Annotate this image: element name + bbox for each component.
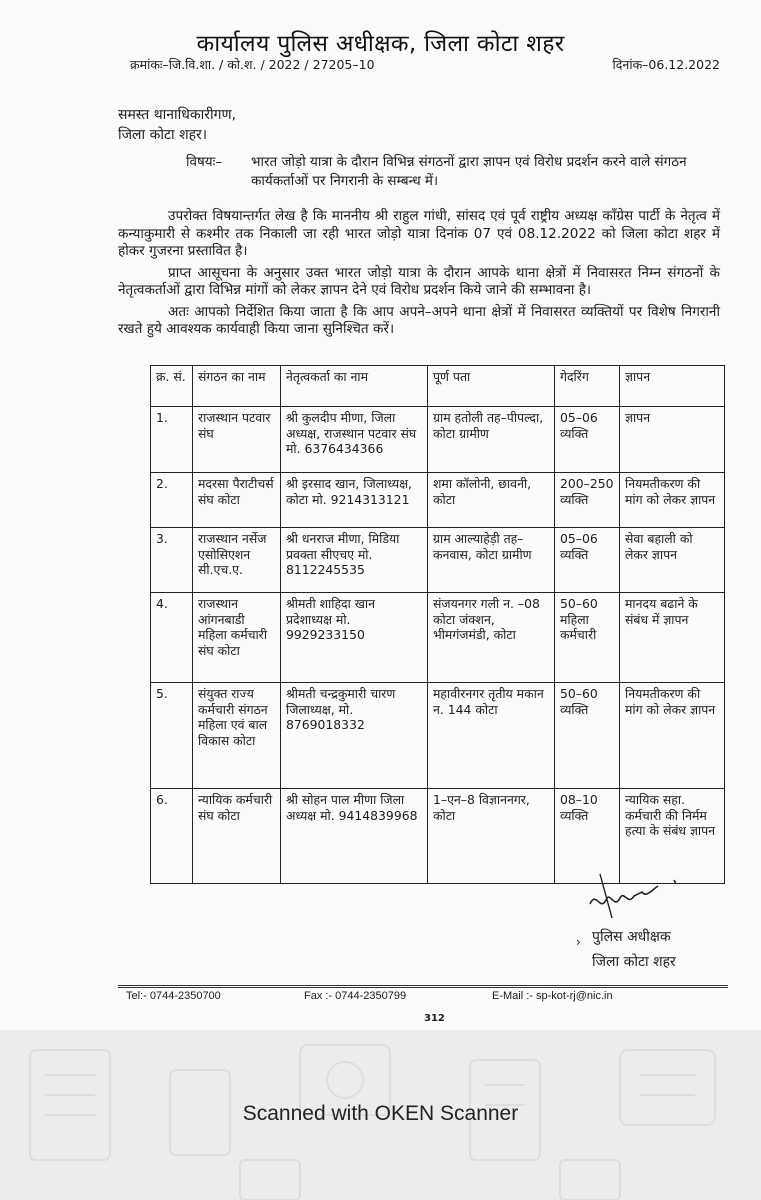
cell-serial: 6. xyxy=(151,789,193,884)
addressee-line: समस्त थानाधिकारीगण, xyxy=(118,107,237,123)
cell-organization: संयुक्त राज्य कर्मचारी संगठन महिला एवं बाल विकास कोटा xyxy=(193,683,281,789)
cell-memo: नियमतीकरण की मांग को लेकर ज्ञापन xyxy=(620,473,725,528)
paragraph: उपरोक्त विषयान्तर्गत लेख है कि माननीय श्री राहुल गांधी, सांसद एवं पूर्व राष्ट्रीय अध्यक्ष कॉंग्रेस पार्टी के नेतृत्व में कन्याकुमारी से कश्मीर तक निकाली जा रही भारत जोड़ो यात्रा दिनांक 07 एवं 08.12.2022 को जिला कोटा शहर में होकर गुजरना प्रस्तावित है। xyxy=(118,208,720,259)
column-header: संगठन का नाम xyxy=(193,366,281,407)
signatory-designation: पुलिस अधीक्षक xyxy=(592,929,671,945)
cell-leader: श्री सोहन पाल मीणा जिला अध्यक्ष मो. 9414839968 xyxy=(281,789,428,884)
cell-leader: श्रीमती चन्द्रकुमारी चारण जिलाध्यक्ष, मो. 8769018332 xyxy=(281,683,428,789)
signatory-district: जिला कोटा शहर xyxy=(592,954,676,970)
cell-memo: न्यायिक सहा. कर्मचारी की निर्मम हत्या के संबंध ज्ञापन xyxy=(620,789,725,884)
signature-block xyxy=(592,925,676,975)
cell-serial: 2. xyxy=(151,473,193,528)
signature-scribble xyxy=(582,872,692,922)
table-row xyxy=(151,789,725,884)
cell-serial: 5. xyxy=(151,683,193,789)
addressee xyxy=(118,105,236,145)
table-header-row xyxy=(151,366,725,407)
footer-fax: Fax :- 0744-2350799 xyxy=(304,990,407,1002)
cell-organization: राजस्थान पटवार संघ xyxy=(193,407,281,473)
footer-email: E-Mail :- sp-kot-rj@nic.in xyxy=(492,990,613,1002)
paragraph: प्राप्त आसूचना के अनुसार उक्त भारत जोड़ो यात्रा के दौरान आपके थाना क्षेत्रों में निवासरत निम्न संगठनों के नेतृत्वकर्ताओं द्वारा विभिन्न मांगों को लेकर ज्ञापन देने एवं विरोध प्रदर्शन किये जाने की सम्भावना है। xyxy=(118,264,720,298)
subject-text: भारत जोड़ो यात्रा के दौरान विभिन्न संगठनों द्वारा ज्ञापन एवं विरोध प्रदर्शन करने वाले संगठन कार्यकर्ताओं पर निगरानी के सम्बन्ध में। xyxy=(251,154,687,189)
column-header: क्र. सं. xyxy=(151,366,193,407)
table-row xyxy=(151,473,725,528)
cell-leader: श्री इरसाद खान, जिलाध्यक्ष, कोटा मो. 9214313121 xyxy=(281,473,428,528)
column-header: नेतृत्वकर्ता का नाम xyxy=(281,366,428,407)
cell-leader: श्री धनराज मीणा, मिडिया प्रवक्ता सीएचए मो. 8112245535 xyxy=(281,528,428,593)
cell-gathering: 50–60 व्यक्ति xyxy=(555,683,620,789)
reference-number: क्रमांकः–जि.वि.शा. / को.श. / 2022 / 27205–10 xyxy=(130,57,375,72)
cell-leader: श्री कुलदीप मीणा, जिला अध्यक्ष, राजस्थान पटवार संघ मो. 6376434366 xyxy=(281,407,428,473)
footer-telephone: Tel:- 0744-2350700 xyxy=(126,990,221,1002)
paragraph: अतः आपको निर्देशित किया जाता है कि आप अपने–अपने थाना क्षेत्रों में निवासरत व्यक्तियों पर विशेष निगरानी रखते हुये आवश्यक कार्यवाही किया जाना सुनिश्चित करें। xyxy=(118,303,720,337)
cell-address: संजयनगर गली न. –08 कोटा जंक्शन, भीमगंजमंडी, कोटा xyxy=(428,593,555,683)
cell-memo: मानदय बढाने के संबंध में ज्ञापन xyxy=(620,593,725,683)
cell-organization: न्यायिक कर्मचारी संघ कोटा xyxy=(193,789,281,884)
subject-label: विषयः– xyxy=(186,154,223,170)
cell-gathering: 05–06 व्यक्ति xyxy=(555,407,620,473)
column-header: ज्ञापन xyxy=(620,366,725,407)
cell-gathering: 08–10 व्यक्ति xyxy=(555,789,620,884)
table-row xyxy=(151,528,725,593)
cell-address: महावीरनगर तृतीय मकान न. 144 कोटा xyxy=(428,683,555,789)
cell-gathering: 200–250 व्यक्ति xyxy=(555,473,620,528)
column-header: पूर्ण पता xyxy=(428,366,555,407)
office-heading: कार्यालय पुलिस अधीक्षक, जिला कोटा शहर xyxy=(196,31,565,57)
cell-leader: श्रीमती शाहिदा खान प्रदेशाध्यक्ष मो. 9929233150 xyxy=(281,593,428,683)
cell-address: ग्राम हतोली तह–पीपल्दा, कोटा ग्रामीण xyxy=(428,407,555,473)
cell-address: शमा कॉलोनी, छावनी, कोटा xyxy=(428,473,555,528)
addressee-line: जिला कोटा शहर। xyxy=(118,127,208,143)
cell-organization: मदरसा पैराटीचर्स संघ कोटा xyxy=(193,473,281,528)
column-header: गेदरिंग xyxy=(555,366,620,407)
tick-mark: › xyxy=(576,935,581,949)
cell-gathering: 05–06 व्यक्ति xyxy=(555,528,620,593)
cell-memo: नियमतीकरण की मांग को लेकर ज्ञापन xyxy=(620,683,725,789)
footer-divider xyxy=(118,985,728,988)
cell-serial: 4. xyxy=(151,593,193,683)
cell-serial: 3. xyxy=(151,528,193,593)
cell-serial: 1. xyxy=(151,407,193,473)
cell-organization: राजस्थान नर्सेज एसोसिएशन सी.एच.ए. xyxy=(193,528,281,593)
table-row xyxy=(151,407,725,473)
cell-memo: ज्ञापन xyxy=(620,407,725,473)
table-row xyxy=(151,593,725,683)
cell-address: 1–एन–8 विज्ञाननगर, कोटा xyxy=(428,789,555,884)
letter-date: दिनांक–06.12.2022 xyxy=(612,57,720,72)
organizations-table xyxy=(150,365,725,884)
letter-body xyxy=(118,208,720,343)
cell-organization: राजस्थान आंगनबाडी महिला कर्मचारी संघ कोटा xyxy=(193,593,281,683)
letter-footer xyxy=(118,990,728,1006)
cell-address: ग्राम आल्याहेड़ी तह–कनवास, कोटा ग्रामीण xyxy=(428,528,555,593)
cell-memo: सेवा बहाली को लेकर ज्ञापन xyxy=(620,528,725,593)
scanner-watermark-label: Scanned with OKEN Scanner xyxy=(242,1102,519,1125)
table-row xyxy=(151,683,725,789)
page-number: 312 xyxy=(424,1013,445,1024)
cell-gathering: 50–60 महिला कर्मचारी xyxy=(555,593,620,683)
